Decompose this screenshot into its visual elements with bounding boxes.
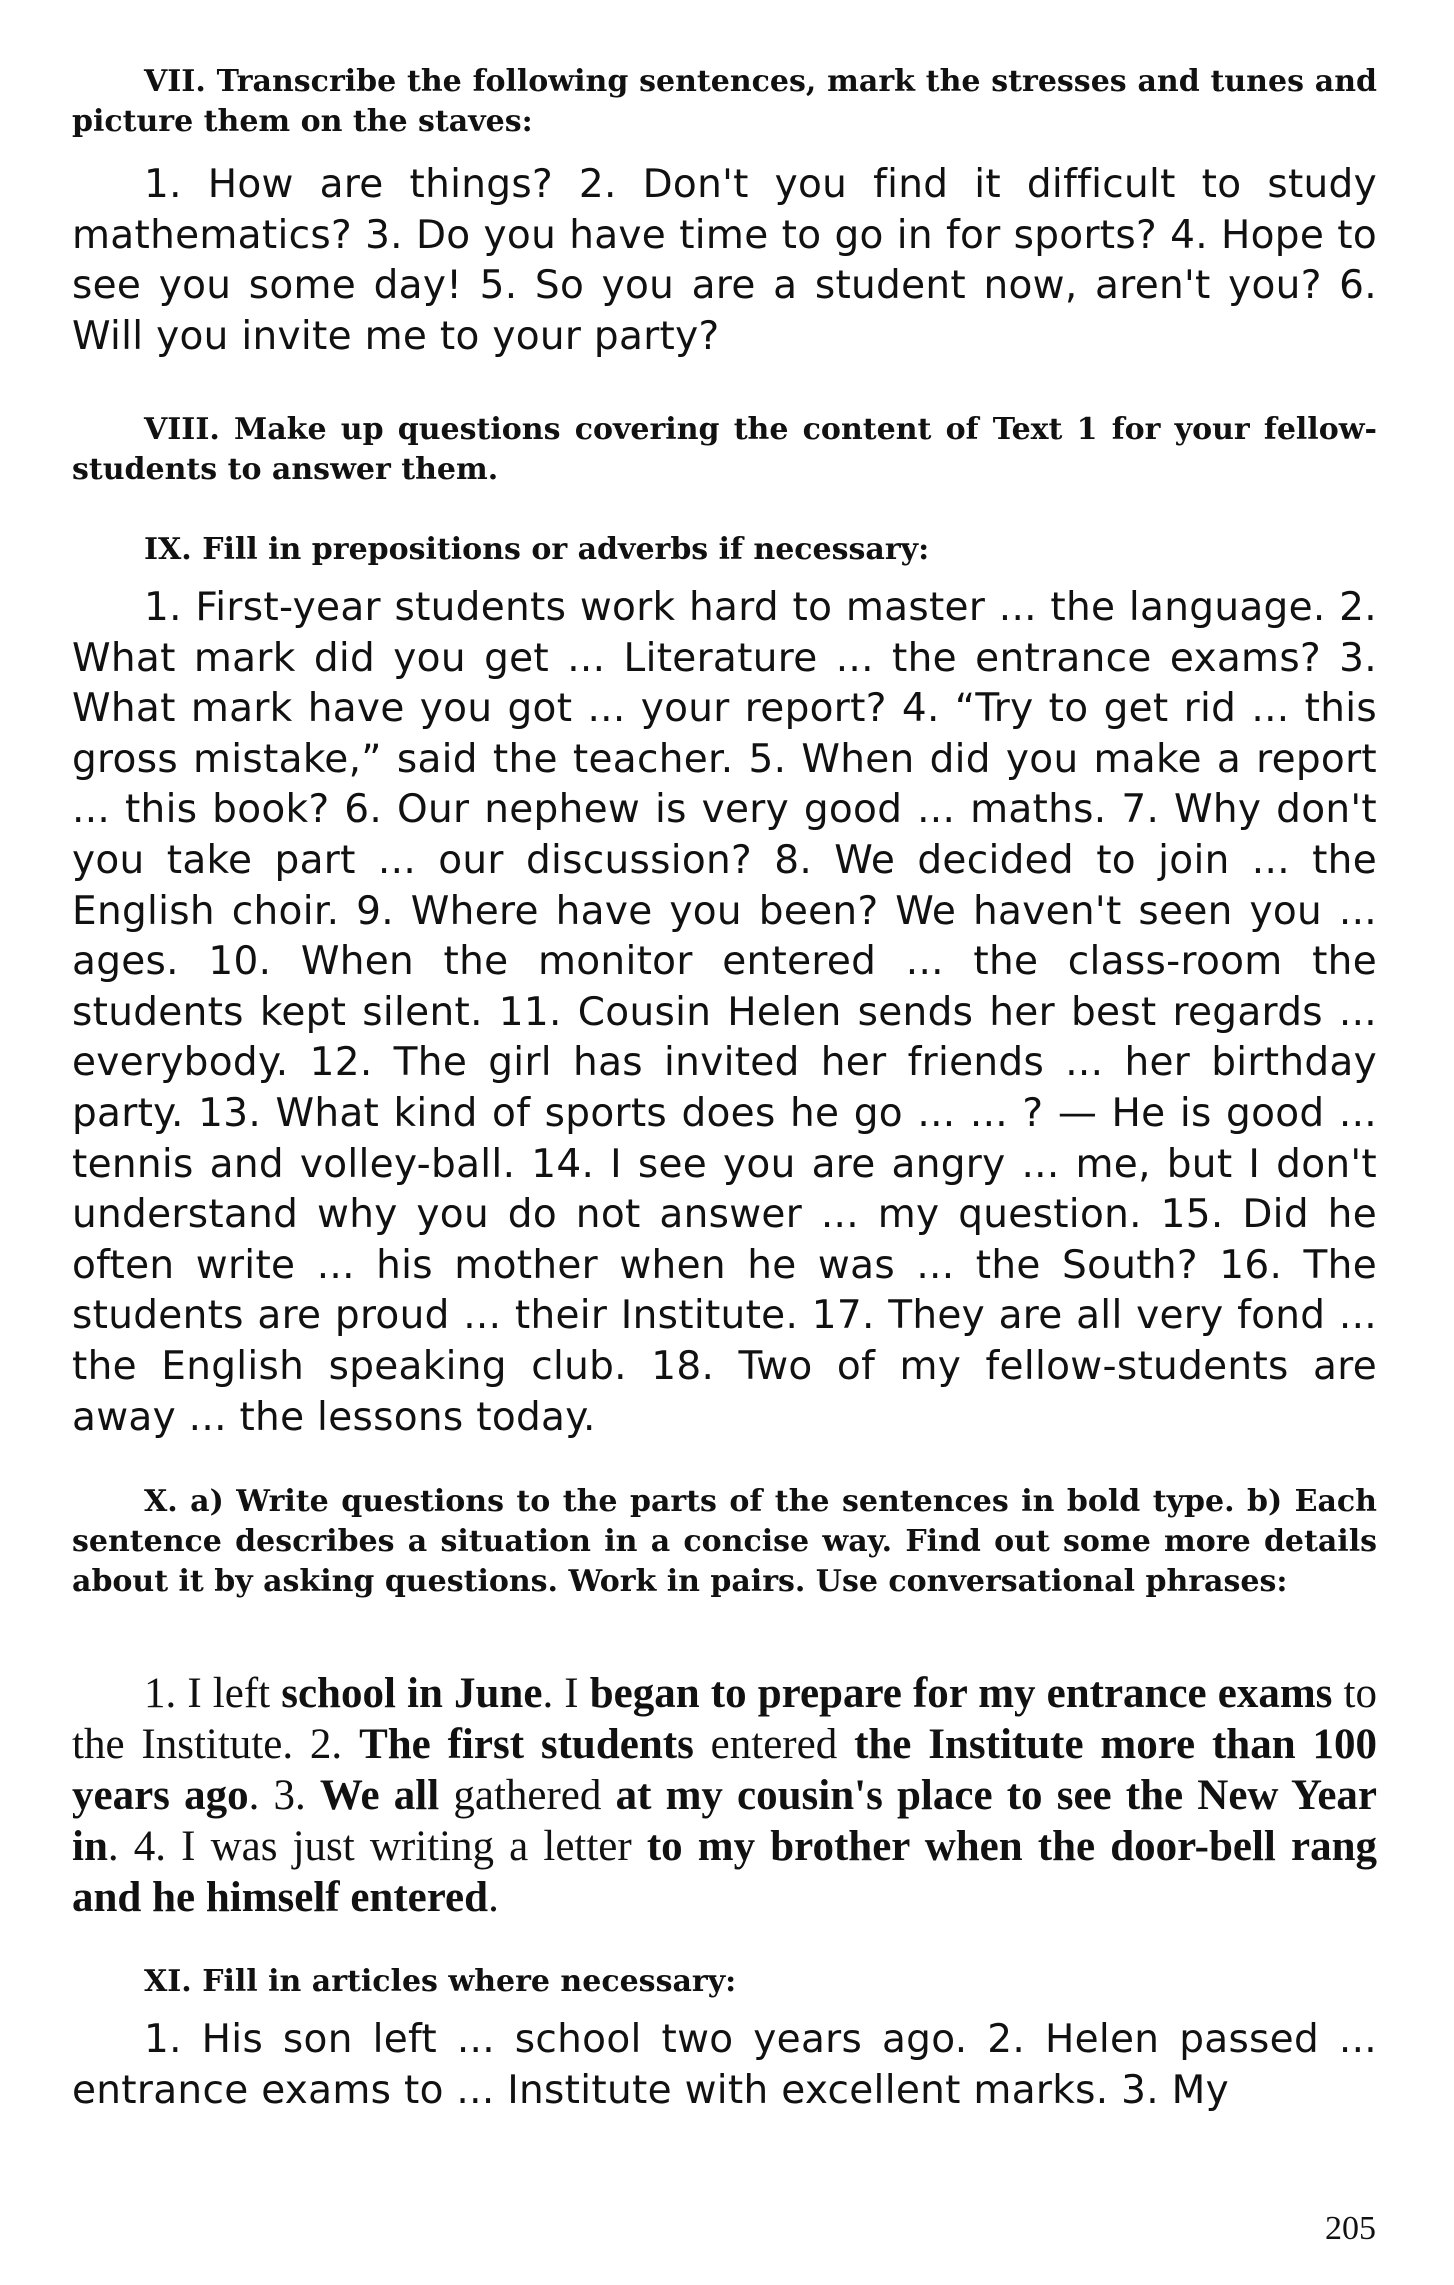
bold-text-segment: began to prepare for my entrance exams — [589, 1670, 1333, 1717]
bold-text-segment: the Institute more than 100 years ago — [72, 1721, 1377, 1819]
exercise-ix-text: 1. First-year students work hard to master ... the language. 2. What mark did you get ... Literature ... the entrance exams? 3. What mark have you got ... your report? 4. “Try to get rid ... this gross mistake,” said the teacher. 5. When did you make a report ... this book? 6. Our nephew is very good ... maths. 7. Why don't you take part ... our discussion? 8. We decided to join ... the English choir. 9. Where have you been? We haven't seen you ... ages. 10. When the monitor entered ... the class-room the students kept silent. 11. Cousin Helen sends her best regards ... everybody. 12. The girl has invited her friends ... her birthday party. 13. What kind of sports does he go ... ... ? — He is good ... tennis and volley-ball. 14. I see you are angry ... me, but I don't understand why you do not answer ... my question. 15. Did he often write ... his mother when he was ... the South? 16. The students are proud ... their Institute. 17. They are all very fond ... the English speaking club. 18. Two of my fellow-students are away ... the lessons today. — [72, 585, 1377, 1440]
text-segment: . 4. I was just writing a letter — [107, 1823, 647, 1870]
bold-text-segment: The first students — [359, 1721, 694, 1768]
text-segment: to the Institute. 2. — [72, 1670, 1377, 1768]
text-segment: gathered — [439, 1772, 616, 1819]
bold-text-segment: school in June — [281, 1670, 543, 1717]
bold-text-segment: at my cousin's place to see the New Year in — [72, 1772, 1377, 1870]
text-segment: . I — [542, 1670, 590, 1717]
text-segment: . — [488, 1874, 499, 1921]
text-segment: entered — [693, 1721, 855, 1768]
exercise-viii-heading: VIII. Make up questions covering the content of Text 1 for your fellow-students to answer them. — [72, 412, 1377, 487]
exercise-vii-heading: VII. Transcribe the following sentences, mark the stresses and tunes and picture them on the staves: — [72, 64, 1377, 139]
page-number: 205 — [1325, 2210, 1376, 2247]
exercise-xi-text: 1. His son left ... school two years ago. 2. Helen passed ... entrance exams to ... Institute with excellent marks. 3. My — [72, 2017, 1377, 2113]
bold-text-segment: We all — [319, 1772, 440, 1819]
text-segment: 1. I left — [144, 1670, 282, 1717]
bold-text-segment: to my brother when the door-bell rang and he himself entered — [72, 1823, 1377, 1921]
exercise-ix-heading: IX. Fill in prepositions or adverbs if necessary: — [144, 532, 930, 567]
exercise-x-heading: X. a) Write questions to the parts of the sentences in bold type. b) Each sentence describes a situation in a concise way. Find out some more details about it by asking questions. Work in pairs. Use conversational phrases: — [72, 1484, 1377, 1599]
exercise-xi-heading: XI. Fill in articles where necessary: — [144, 1964, 737, 1999]
exercise-vii-text: 1. How are things? 2. Don't you find it difficult to study mathematics? 3. Do you have time to go in for sports? 4. Hope to see you some day! 5. So you are a student now, aren't you? 6. Will you invite me to your party? — [72, 162, 1377, 359]
exercise-x-text — [72, 1668, 1377, 1923]
text-segment: . 3. — [248, 1772, 320, 1819]
